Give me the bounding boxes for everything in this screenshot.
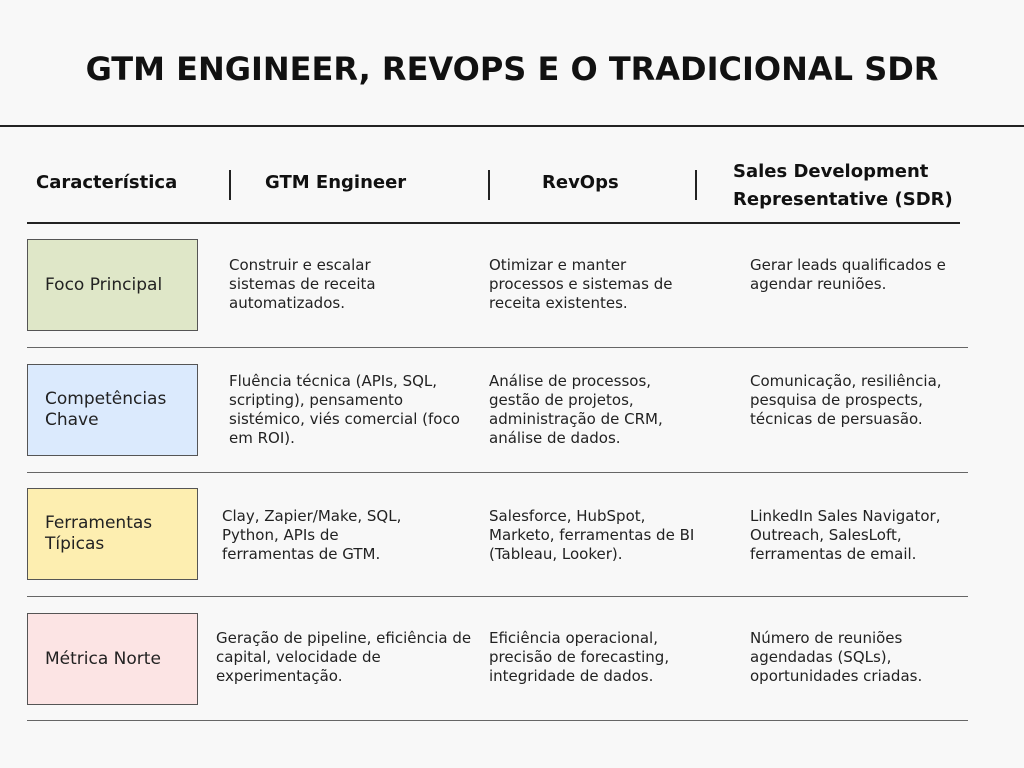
cell-revops: Otimizar e manter processos e sistemas de receita existentes. [489,256,673,312]
cell-sdr: Gerar leads qualificados e agendar reuniões. [750,256,946,293]
title-divider [0,125,1024,127]
row-label-text: Ferramentas Típicas [45,513,153,554]
row-label-text: Métrica Norte [45,648,161,669]
header-sdr: Sales Development Representative (SDR) [733,161,953,210]
header-divider [27,222,960,224]
cell-sdr: LinkedIn Sales Navigator, Outreach, SalesLoft, ferramentas de email. [750,507,941,563]
cell-sdr: Número de reuniões agendadas (SQLs), oportunidades criadas. [750,629,923,685]
row-label-metrica-norte [27,613,198,705]
row-label-ferramentas-tipicas [27,488,198,580]
row-label-foco-principal [27,239,198,331]
cell-revops: Salesforce, HubSpot, Marketo, ferramentas de BI (Tableau, Looker). [489,507,695,563]
cell-sdr: Comunicação, resiliência, pesquisa de prospects, técnicas de persuasão. [750,372,942,428]
cell-revops: Análise de processos, gestão de projetos, administração de CRM, análise de dados. [489,372,663,447]
row-divider [27,596,968,597]
row-divider [27,347,968,348]
header-caracteristica: Característica [36,172,178,193]
header-revops: RevOps [542,172,619,193]
row-label-text: Foco Principal [45,274,163,295]
row-divider [27,720,968,721]
header-gtm-engineer: GTM Engineer [265,172,407,193]
cell-gtm: Geração de pipeline, eficiência de capital, velocidade de experimentação. [216,629,472,685]
header-separator [229,170,231,200]
cell-revops: Eficiência operacional, precisão de forecasting, integridade de dados. [489,629,670,685]
cell-gtm: Fluência técnica (APIs, SQL, scripting), pensamento sistémico, viés comercial (foco em ROI). [229,372,460,447]
cell-gtm: Clay, Zapier/Make, SQL, Python, APIs de ferramentas de GTM. [222,507,402,563]
row-label-competencias-chave [27,364,198,456]
cell-gtm: Construir e escalar sistemas de receita automatizados. [229,256,376,312]
header-separator [695,170,697,200]
header-separator [488,170,490,200]
row-label-text: Competências Chave [45,389,167,430]
page-title: GTM ENGINEER, REVOPS E O TRADICIONAL SDR [85,50,939,88]
row-divider [27,472,968,473]
